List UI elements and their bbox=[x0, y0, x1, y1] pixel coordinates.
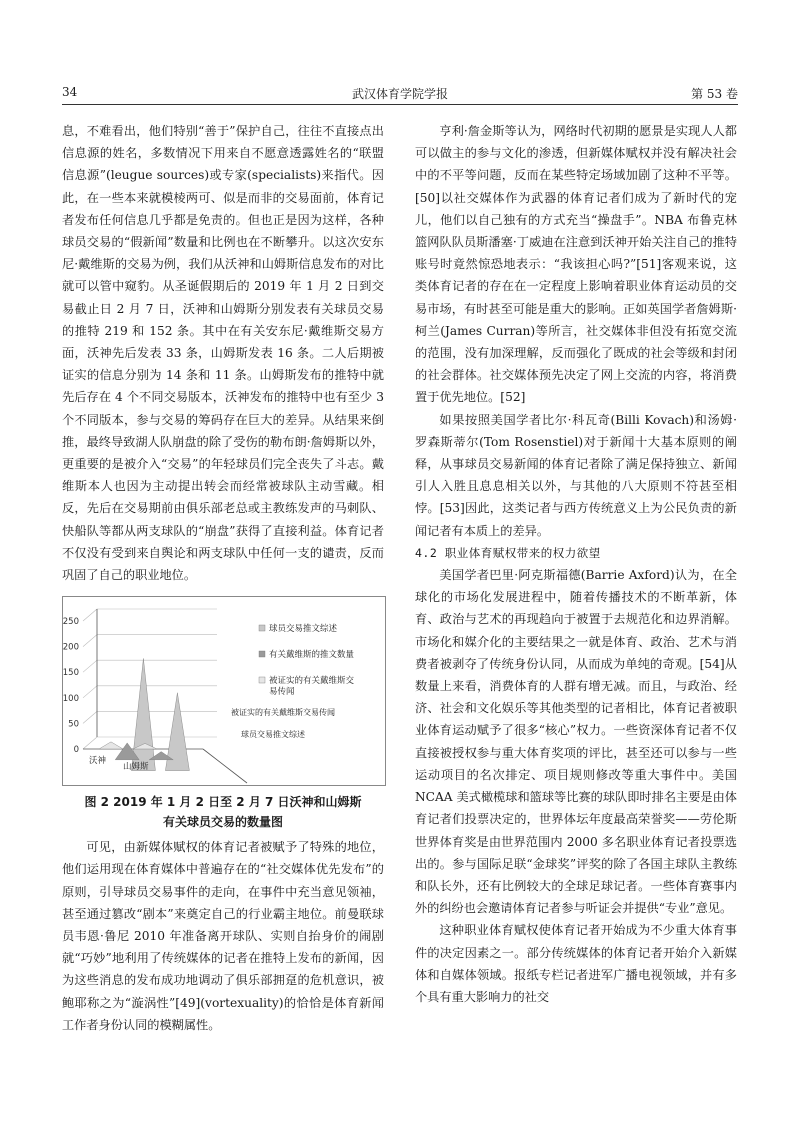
chart-frame bbox=[62, 596, 386, 786]
gridline-side bbox=[83, 686, 97, 698]
y-tick-label: 150 bbox=[63, 668, 79, 679]
legend-label: 被证实的有关戴维斯交 bbox=[269, 676, 355, 687]
y-tick-label: 50 bbox=[68, 719, 79, 730]
gridline-side bbox=[83, 737, 97, 749]
legend-swatch bbox=[259, 625, 265, 631]
journal-title: 武汉体育学院学报 bbox=[351, 87, 448, 101]
gridline-side bbox=[83, 660, 97, 672]
right-column bbox=[415, 120, 737, 1008]
x-category-label: 沃神 bbox=[89, 756, 107, 767]
gridline-side bbox=[83, 712, 97, 724]
depth-axis bbox=[203, 749, 247, 783]
legend-label: 有关戴维斯的推文数量 bbox=[269, 650, 355, 661]
legend-swatch bbox=[259, 677, 265, 683]
right-paragraph-1: 亨利·詹金斯等认为，网络时代初期的愿景是实现人人都可以做主的参与文化的渗透，但新媒体赋权并没有解决社会中的不平等问题，反而在某些特定场域加剧了这种不平等。[50]以社交媒体作为武器的体育记者们成为了新时代的宠儿，他们以自己独有的方式充当“操盘手”。NBA 布鲁克林篮网队队员斯潘塞·丁威迪在注意到沃神开始关注自己的推特账号时竟然惊恐地表示：“我该担心吗?”[51]客观来说，这类体育记者的存在在一定程度上影响着职业体育运动员的交易市场，有时甚至可能是重大的影响。正如英国学者詹姆斯·柯兰(James Curran)等所言，社交媒体非但没有拓宽交流的范围，没有加深理解，反而强化了既成的社会等级和封闭的社会群体。社交媒体预先决定了网上交流的内容，将消费置于优先地位。[52] bbox=[415, 124, 737, 405]
y-tick-label: 250 bbox=[63, 617, 79, 628]
volume-label: 第 53 卷 bbox=[691, 87, 738, 101]
y-tick-label: 0 bbox=[73, 745, 79, 756]
depth-axis-label: 球员交易推文综述 bbox=[241, 730, 305, 740]
figure-2 bbox=[62, 596, 384, 832]
x-category-label: 山姆斯 bbox=[123, 762, 149, 773]
right-paragraph-3: 美国学者巴里·阿克斯福德(Barrie Axford)认为，在全球化的市场化发展进程中，随着传播技术的不断革新，体育、政治与艺术的再现趋向于被置于去规范化和边界消解。市场化和媒介化的主要结果之一就是体育、政治、艺术与消费者被剥夺了传统身份认同，从而成为单纯的奇观。[54]从数量上来看，消费体育的人群有增无减。而且，与政治、经济、社会和文化娱乐等其他类型的记者相比，体育记者被职业体育运动赋予了很多“核心”权力。一些资深体育记者不仅直接被授权参与重大体育奖项的评比，甚至还可以参与一些运动项目的名次排定、项目规则修改等重大事件中。美国 NCAA 美式橄榄球和篮球等比赛的球队即时排名主要是由体育记者们投票决定的，世界体坛年度最高荣誉奖——劳伦斯世界体育奖是由世界范围内 2000 多名职业体育记者投票选出的。参与国际足联“金球奖”评奖的除了各国主球队主教练和队长外，还有比例较大的全球足球记者。一些体育赛事内外的纠纷也会邀请体育记者参与听证会并提供“专业”意见。 bbox=[415, 568, 737, 916]
y-tick-label: 200 bbox=[63, 642, 79, 653]
right-paragraph-2: 如果按照美国学者比尔·科瓦奇(Billi Kovach)和汤姆·罗森斯蒂尔(Tom Rosenstiel)对于新闻十大基本原则的阐释，从事球员交易新闻的体育记者除了满足保持独立、新闻引人入胜且息息相关以外，与其他的八大原则不符甚至相悖。[53]因此，这类记者与西方传统意义上为公民负责的新闻记者有本质上的差异。 bbox=[415, 412, 737, 538]
peak-mark bbox=[99, 742, 123, 749]
running-header bbox=[62, 82, 738, 105]
bar-chart-3d bbox=[63, 597, 385, 785]
figure-caption-line-2: 有关球员交易的数量图 bbox=[162, 815, 283, 830]
left-paragraph-2: 可见，由新媒体赋权的体育记者被赋予了特殊的地位，他们运用现在体育媒体中普遍存在的“社交媒体优先发布”的原则，引导球员交易事件的走向，在事件中充当意见领袖，甚至通过篡改“剧本”来奠定自己的行业霸主地位。前曼联球员韦恩·鲁尼 2010 年准备离开球队、实则自抬身价的闹剧就“巧妙”地利用了传统媒体的记者在推特上发布的新闻，因为这些消息的发布成功地调动了俱乐部拥趸的危机意识，被鲍耶称之为“漩涡性”[49](vortexuality)的恰恰是体育新闻工作者身份认同的模糊属性。 bbox=[62, 840, 384, 1032]
y-tick-label: 100 bbox=[63, 694, 79, 705]
legend-label-cont: 易传闻 bbox=[269, 687, 295, 698]
page-number: 34 bbox=[62, 85, 78, 99]
legend-swatch bbox=[259, 651, 265, 657]
legend-label: 球员交易推文综述 bbox=[269, 624, 338, 635]
left-column bbox=[62, 120, 384, 1036]
right-paragraph-4: 这种职业体育赋权使体育记者开始成为不少重大体育事件的决定因素之一。部分传统媒体的体育记者开始介入新媒体和自媒体领域。报纸专栏记者进军广播电视领域，并有多个具有重大影响力的社交 bbox=[415, 923, 737, 1004]
figure-caption-line-1: 图 2 2019 年 1 月 2 日至 2 月 7 日沃神和山姆斯 bbox=[84, 795, 362, 810]
section-heading-4-2: 4.2 职业体育赋权带来的权力欲望 bbox=[415, 545, 601, 560]
gridline-side bbox=[83, 635, 97, 647]
gridline-side bbox=[83, 609, 97, 621]
figure-caption bbox=[62, 792, 384, 832]
depth-axis-label: 被证实的有关戴维斯交易传闻 bbox=[231, 708, 335, 718]
left-paragraph-1: 息，不难看出，他们特别“善于”保护自己，往往不直接点出信息源的姓名，多数情况下用来自不愿意透露姓名的“联盟信息源”(leugue sources)或专家(specialists)来指代。因此，在一些本来就模棱两可、似是而非的交易面前，体育记者发布任何信息几乎都是免责的。但也正是因为这样，各种球员交易的“假新闻”数量和比例也在不断攀升。以这次安东尼·戴维斯的交易为例，我们从沃神和山姆斯信息发布的对比就可以管中窥豹。从圣诞假期后的 2019 年 1 月 2 日到交易截止日 2 月 7 日，沃神和山姆斯分别发表有关球员交易的推特 219 和 152 条。其中在有关安东尼·戴维斯交易方面，沃神先后发表 33 条，山姆斯发表 16 条。二人后期被证实的信息分别为 14 条和 11 条。山姆斯发布的推特中就先后存在 4 个不同交易版本，沃神发布的推特中也有至少 3 个不同版本，参与交易的筹码存在巨大的差异。从结果来倒推，最终导致湖人队崩盘的除了受伤的勒布朗·詹姆斯以外，更重要的是被介入“交易”的年轻球员们完全丧失了斗志。戴维斯本人也因为主动提出转会而经常被球队主动雪藏。相反，先后在交易期前由俱乐部老总或主教练发声的马刺队、快船队等都从两支球队的“崩盘”获得了直接利益。体育记者不仅没有受到来自舆论和两支球队中任何一支的谴责，反而巩固了自己的职业地位。 bbox=[62, 124, 384, 583]
